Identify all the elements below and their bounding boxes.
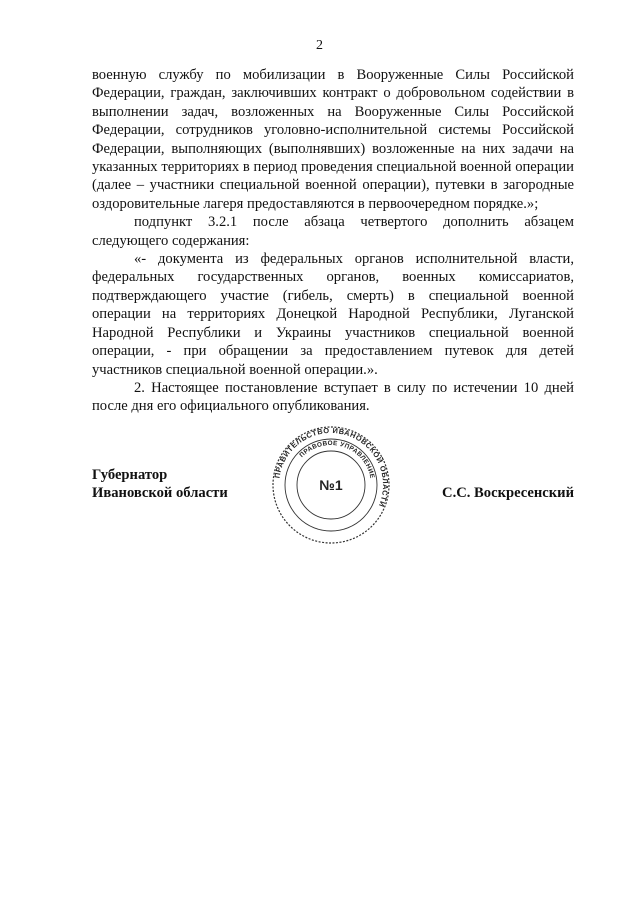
document-body xyxy=(92,66,574,416)
text-line: указанных территориях в период проведения специальной военной xyxy=(92,159,512,176)
position-line: Губернатор xyxy=(92,467,168,483)
text-line: Федерации, граждан, заключивших контракт о добровольном содействии xyxy=(92,85,562,102)
text-line: подтверждающего участие (гибель, смерть) в специальной военной xyxy=(92,287,574,304)
text-line: порядке.»; xyxy=(473,195,539,212)
paragraph-4 xyxy=(92,379,574,416)
text-line: операции (далее – участники специальной военной операции), путевки в xyxy=(92,159,574,194)
signature-block xyxy=(92,466,574,526)
signatory-name: С.С. Воскресенский xyxy=(442,485,574,501)
position-line: Ивановской области xyxy=(92,485,228,501)
text-line: военную службу по мобилизации в Вооруженные Силы Российской xyxy=(92,67,574,83)
seal-number: №1 xyxy=(319,477,343,493)
text-line: федеральных государственных органов, военных комиссариатов, xyxy=(92,269,574,286)
text-line: Федерации, выполняющих (выполнявших) возложенные на них задачи на xyxy=(92,140,574,157)
text-line: следующего содержания: xyxy=(92,232,250,249)
text-line: в выполнении задач, возложенных на Вооруженные Силы Российской xyxy=(92,85,574,120)
text-line: участников специальной военной операции.». xyxy=(92,361,378,378)
text-line: Федерации, сотрудников уголовно-исполнительной системы Российской xyxy=(92,122,574,139)
text-line: «- документа из федеральных органов исполнительной власти, xyxy=(134,251,574,268)
paragraph-2 xyxy=(92,213,574,250)
seal-outer-text: ПРАВИТЕЛЬСТВО ИВАНОВСКОЙ ОБЛАСТИ xyxy=(272,425,391,509)
text-line: загородные оздоровительные лагеря предоставляются в первоочередном xyxy=(92,177,574,212)
paragraph-3 xyxy=(92,250,574,379)
paragraph-1 xyxy=(92,66,574,213)
text-line: операции на территориях Донецкой Народной Республики, Луганской xyxy=(92,306,574,323)
text-line: подпункт 3.2.1 после абзаца четвертого дополнить абзацем xyxy=(134,214,574,231)
text-line: после дня его официального опубликования. xyxy=(92,398,370,415)
signatory-position xyxy=(92,466,228,502)
text-line: операции, - при обращении за предоставлением путевок для детей xyxy=(92,343,574,360)
text-line: Народной Республики и Украины участников специальной военной xyxy=(92,324,574,341)
page-number: 2 xyxy=(316,38,323,53)
seal-inner-text: ПРАВОВОЕ УПРАВЛЕНИЕ xyxy=(298,439,376,480)
text-line: 2. Настоящее постановление вступает в силу по истечении 10 дней xyxy=(134,379,574,396)
